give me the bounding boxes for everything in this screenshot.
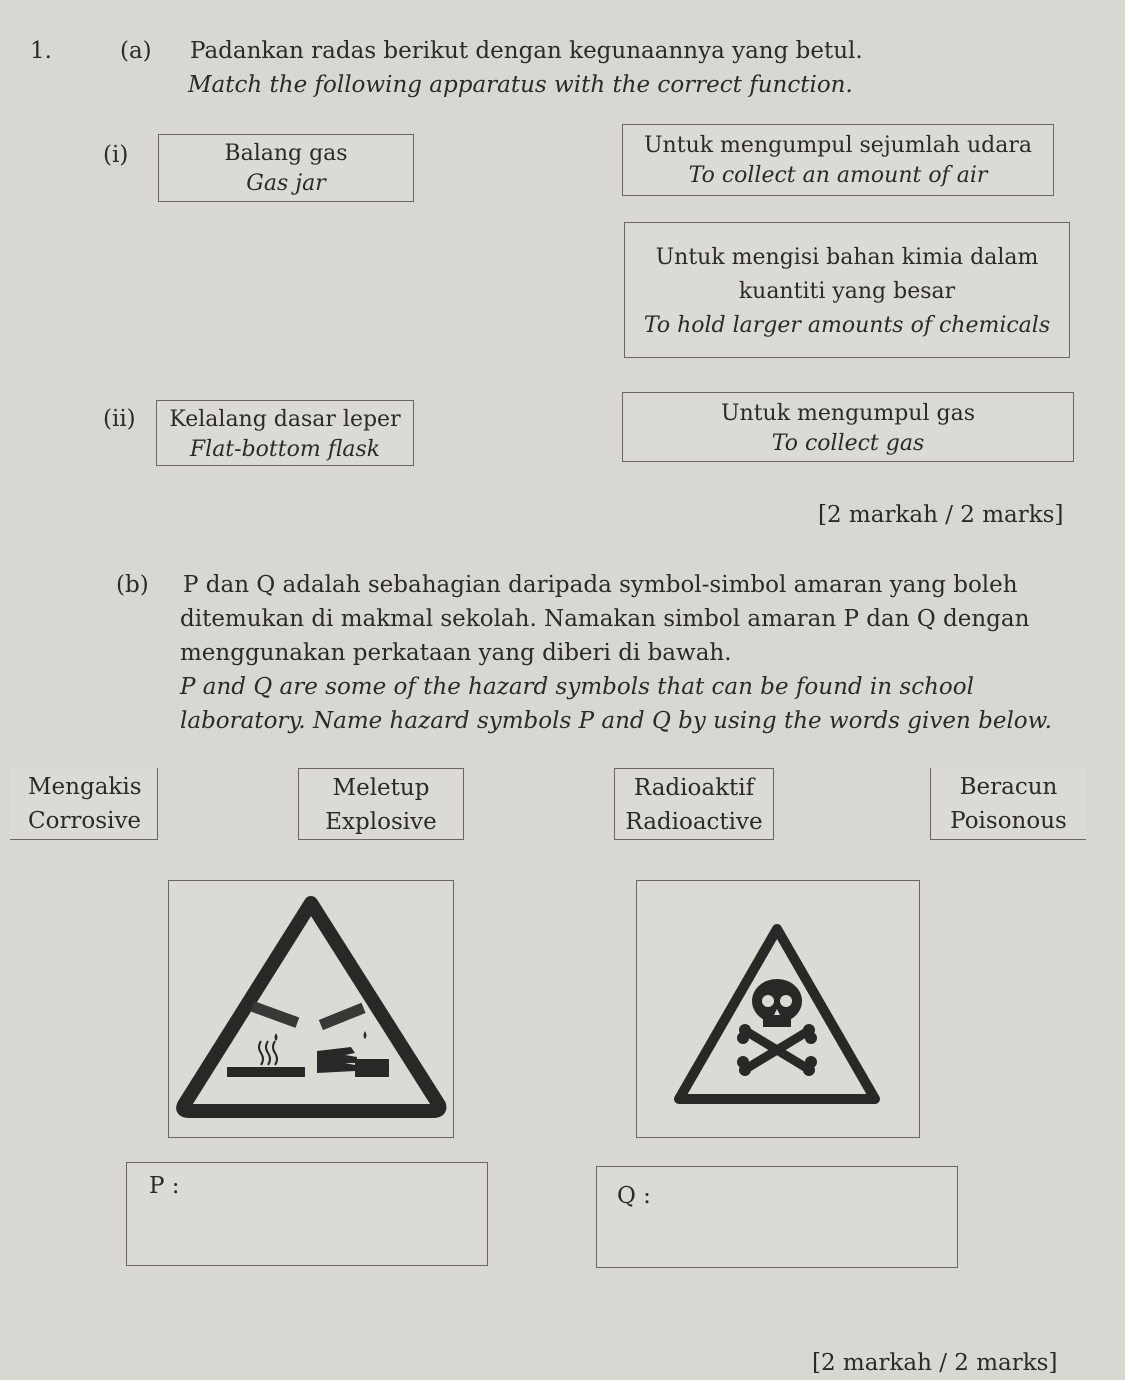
function-1-ms: Untuk mengumpul sejumlah udara — [644, 133, 1032, 158]
symbol-p-frame — [168, 880, 454, 1138]
word-radioactive-ms: Radioaktif — [633, 775, 755, 801]
word-radioactive-en: Radioactive — [625, 809, 763, 835]
part-b-en-2: laboratory. Name hazard symbols P and Q by using the words given below. — [180, 708, 1052, 734]
function-1-en: To collect an amount of air — [688, 163, 988, 188]
word-option-poisonous — [930, 768, 1086, 840]
apparatus-2-number: (ii) — [103, 406, 136, 432]
apparatus-2-box — [156, 400, 414, 466]
function-2-en: To hold larger amounts of chemicals — [643, 313, 1051, 338]
function-3-en: To collect gas — [771, 431, 925, 456]
apparatus-1-number: (i) — [103, 142, 129, 168]
part-a-label: (a) — [120, 38, 152, 64]
word-option-radioactive — [614, 768, 774, 840]
instruction-en: Match the following apparatus with the correct function. — [188, 72, 853, 98]
answer-p-label: P : — [149, 1173, 180, 1199]
word-explosive-en: Explosive — [325, 809, 437, 835]
question-number: 1. — [30, 38, 52, 64]
part-b-ms-3: menggunakan perkataan yang diberi di bawah. — [180, 640, 732, 666]
apparatus-2-en: Flat-bottom flask — [189, 437, 381, 462]
skull-crossbones-icon — [637, 881, 919, 1137]
function-3-ms: Untuk mengumpul gas — [721, 401, 975, 426]
part-b-label: (b) — [116, 572, 149, 598]
part-b-ms-1: P dan Q adalah sebahagian daripada symbol-simbol amaran yang boleh — [183, 572, 1018, 598]
corrosive-icon — [169, 881, 453, 1137]
part-b-ms-2: ditemukan di makmal sekolah. Namakan simbol amaran P dan Q dengan — [180, 606, 1030, 632]
part-a-marks: [2 markah / 2 marks] — [818, 502, 1064, 528]
function-1-box — [622, 124, 1054, 196]
word-corrosive-en: Corrosive — [28, 808, 142, 834]
word-corrosive-ms: Mengakis — [28, 774, 142, 800]
word-option-corrosive — [10, 768, 158, 840]
answer-q-box[interactable] — [596, 1166, 958, 1268]
apparatus-1-en: Gas jar — [246, 171, 326, 196]
part-b-en-1: P and Q are some of the hazard symbols that can be found in school — [180, 674, 974, 700]
symbol-q-frame — [636, 880, 920, 1138]
instruction-ms: Padankan radas berikut dengan kegunaannya yang betul. — [190, 38, 863, 64]
answer-p-box[interactable] — [126, 1162, 488, 1266]
function-2-ms-line1: Untuk mengisi bahan kimia dalam — [655, 245, 1039, 270]
function-3-box — [622, 392, 1074, 462]
apparatus-2-ms: Kelalang dasar leper — [169, 407, 401, 432]
function-2-ms-line2: kuantiti yang besar — [738, 279, 956, 304]
word-poisonous-en: Poisonous — [950, 808, 1067, 834]
part-b-marks: [2 markah / 2 marks] — [812, 1350, 1058, 1376]
word-explosive-ms: Meletup — [332, 775, 430, 801]
word-option-explosive — [298, 768, 464, 840]
apparatus-1-box — [158, 134, 414, 202]
apparatus-1-ms: Balang gas — [224, 141, 348, 166]
word-poisonous-ms: Beracun — [959, 774, 1058, 800]
answer-q-label: Q : — [617, 1183, 651, 1209]
function-2-box — [624, 222, 1070, 358]
